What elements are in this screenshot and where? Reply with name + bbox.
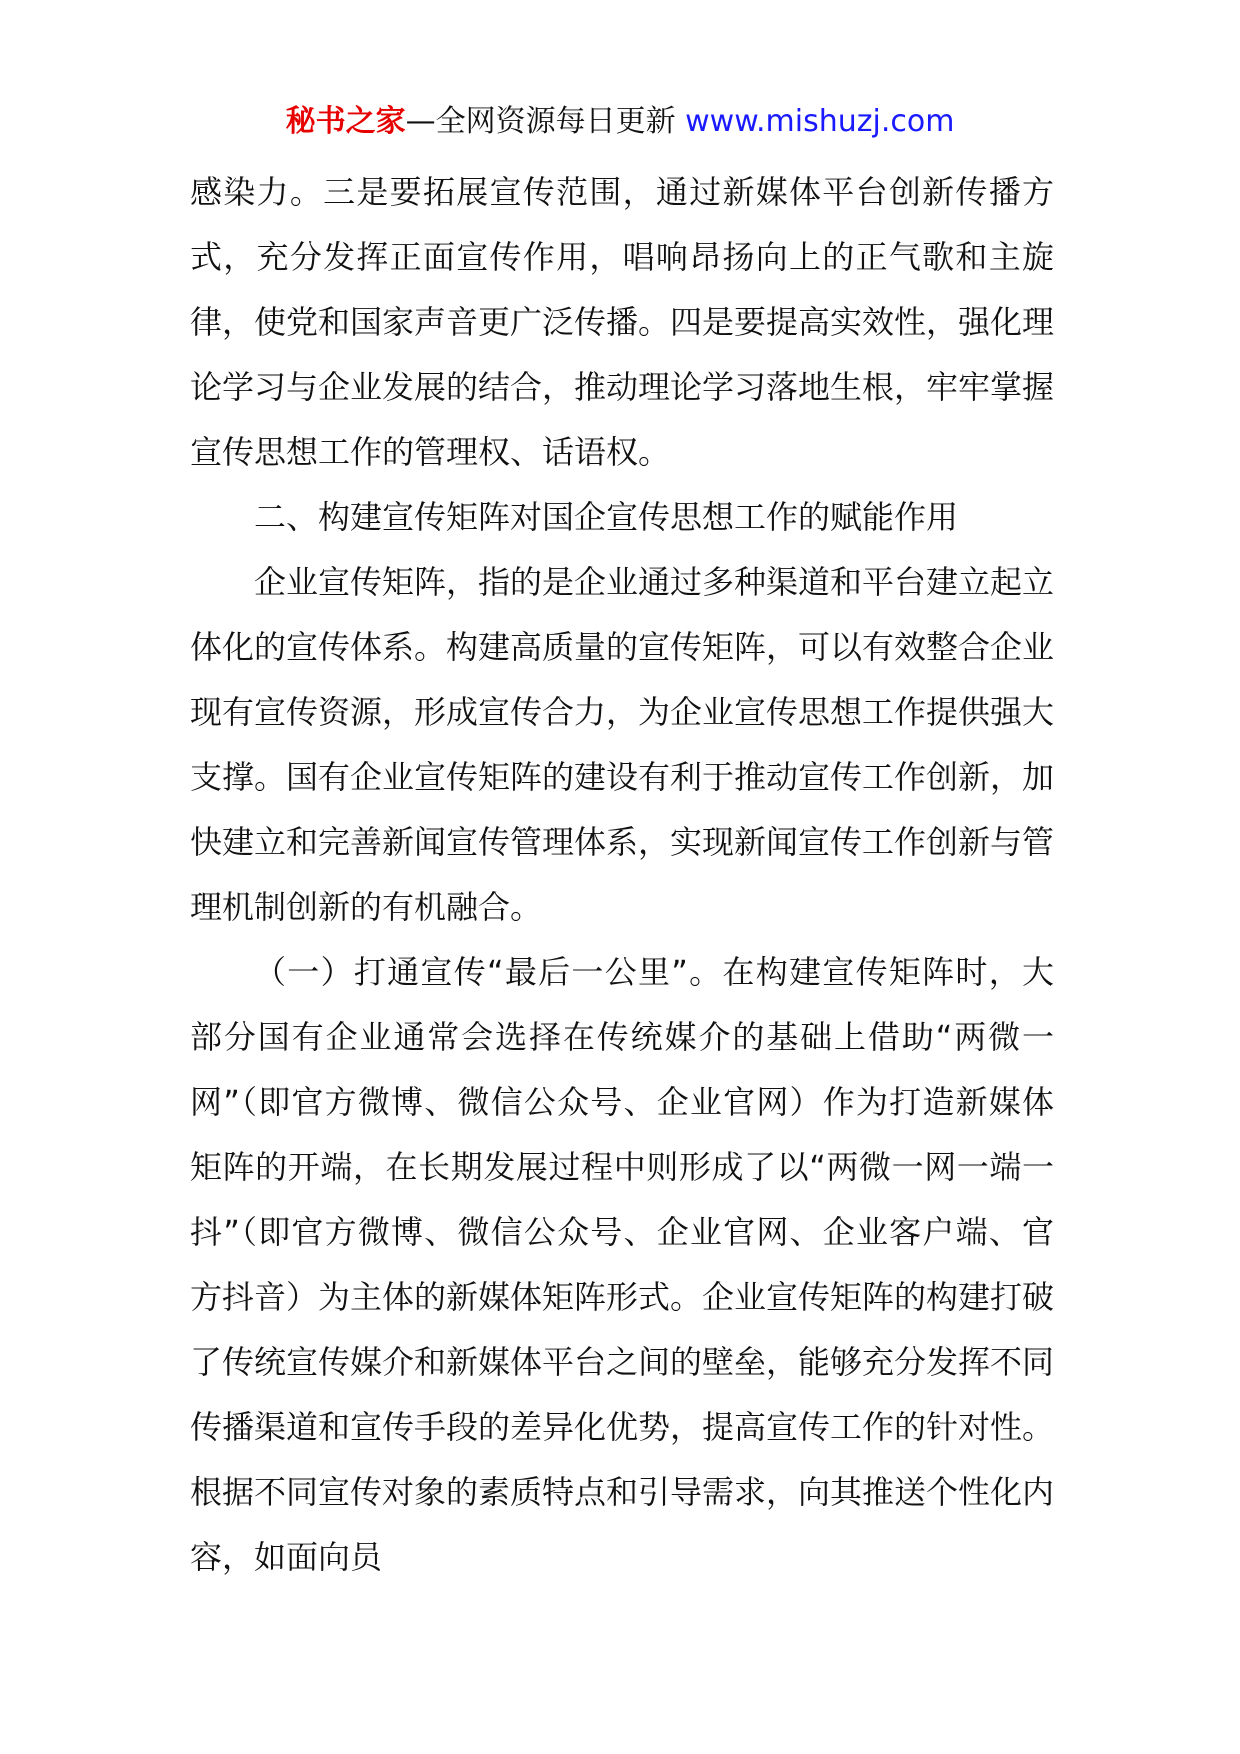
paragraph: （一）打通宣传“最后一公里”。在构建宣传矩阵时，大部分国有企业通常会选择在传统媒介的基础上借助“两微一网”（即官方微博、微信公众号、企业官网）作为打造新媒体矩阵的开端，在长期发展过程中则形成了以“两微一网一端一抖”（即官方微博、微信公众号、企业官网、企业客户端、官方抖音）为主体的新媒体矩阵形式。企业宣传矩阵的构建打破了传统宣传媒介和新媒体平台之间的壁垒，能够充分发挥不同传播渠道和宣传手段的差异化优势，提高宣传工作的针对性。根据不同宣传对象的素质特点和引导需求，向其推送个性化内容，如面向员 bbox=[190, 953, 1055, 1576]
site-brand: 秘书之家 bbox=[285, 104, 406, 139]
section-heading: 二、构建宣传矩阵对国企宣传思想工作的赋能作用 bbox=[254, 498, 959, 536]
site-tagline: —全网资源每日更新 bbox=[405, 104, 676, 139]
site-url-link[interactable]: www.mishuzj.com bbox=[685, 104, 955, 139]
paragraph-continuation: 感染力。三是要拓展宣传范围，通过新媒体平台创新传播方式，充分发挥正面宣传作用，唱响昂扬向上的正气歌和主旋律，使党和国家声音更广泛传播。四是要提高实效性，强化理论学习与企业发展的结合，推动理论学习落地生根，牢牢掌握宣传思想工作的管理权、话语权。 bbox=[190, 173, 1055, 471]
site-header bbox=[0, 100, 1240, 144]
paragraph: 企业宣传矩阵，指的是企业通过多种渠道和平台建立起立体化的宣传体系。构建高质量的宣传矩阵，可以有效整合企业现有宣传资源，形成宣传合力，为企业宣传思想工作提供强大支撑。国有企业宣传矩阵的建设有利于推动宣传工作创新，加快建立和完善新闻宣传管理体系，实现新闻宣传工作创新与管理机制创新的有机融合。 bbox=[190, 563, 1055, 926]
document-body bbox=[190, 160, 1054, 1590]
